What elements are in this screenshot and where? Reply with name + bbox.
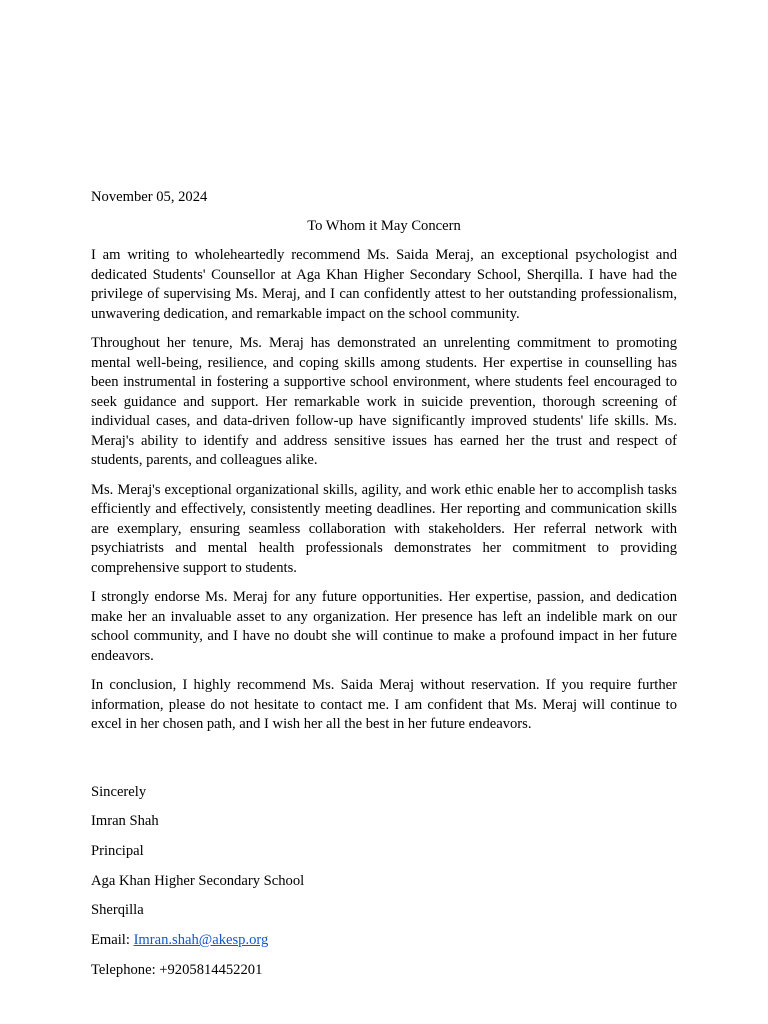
letter-paragraph: In conclusion, I highly recommend Ms. Saida Meraj without reservation. If you require further information, please do not hesitate to contact me. I am confident that Ms. Meraj will continue to excel in her chosen path, and I wish her all the best in her future endeavors. xyxy=(91,677,677,732)
signature-closing: Sincerely xyxy=(91,783,147,800)
email-link[interactable]: Imran.shah@akesp.org xyxy=(133,931,269,948)
signature-title: Principal xyxy=(91,842,144,859)
signature-school: Aga Khan Higher Secondary School xyxy=(91,872,305,889)
letter-paragraph: Throughout her tenure, Ms. Meraj has demonstrated an unrelenting commitment to promoting mental well-being, resilience, and coping skills among students. Her expertise in counselling has been instrumental in fostering a supportive school environment, where students feel encouraged to seek guidance and support. Her remarkable work in suicide prevention, thorough screening of individual cases, and data-driven follow-up have significantly improved students' life skills. Ms. Meraj's ability to identify and address sensitive issues has earned her the trust and respect of students, parents, and colleagues alike. xyxy=(91,335,677,468)
signature-telephone: Telephone: +9205814452201 xyxy=(91,961,263,978)
letter-paragraph: I am writing to wholeheartedly recommend Ms. Saida Meraj, an exceptional psychologist and dedicated Students' Counsellor at Aga Khan Higher Secondary School, Sherqilla. I have had the privilege of supervising Ms. Meraj, and I can confidently attest to her outstanding professionalism, unwavering dedication, and remarkable impact on the school community. xyxy=(91,247,677,322)
letter-paragraph: Ms. Meraj's exceptional organizational skills, agility, and work ethic enable her to accomplish tasks efficiently and effectively, consistently meeting deadlines. Her reporting and communication skills are exemplary, ensuring seamless collaboration with stakeholders. Her referral network with psychiatrists and mental health professionals demonstrates her commitment to providing comprehensive support to students. xyxy=(91,481,677,576)
email-label: Email: xyxy=(91,931,134,948)
signature-location: Sherqilla xyxy=(91,902,144,919)
signature-name: Imran Shah xyxy=(91,813,159,830)
letter-salutation: To Whom it May Concern xyxy=(307,218,461,234)
signature-email-line xyxy=(91,931,677,951)
letter-date: November 05, 2024 xyxy=(91,189,208,205)
letter-paragraph: I strongly endorse Ms. Meraj for any future opportunities. Her expertise, passion, and dedication make her an invaluable asset to any organization. Her presence has left an indelible mark on our school community, and I have no doubt she will continue to make a profound impact in her future endeavors. xyxy=(91,589,677,664)
signature-spacer xyxy=(91,745,677,783)
letter-page xyxy=(91,188,677,990)
